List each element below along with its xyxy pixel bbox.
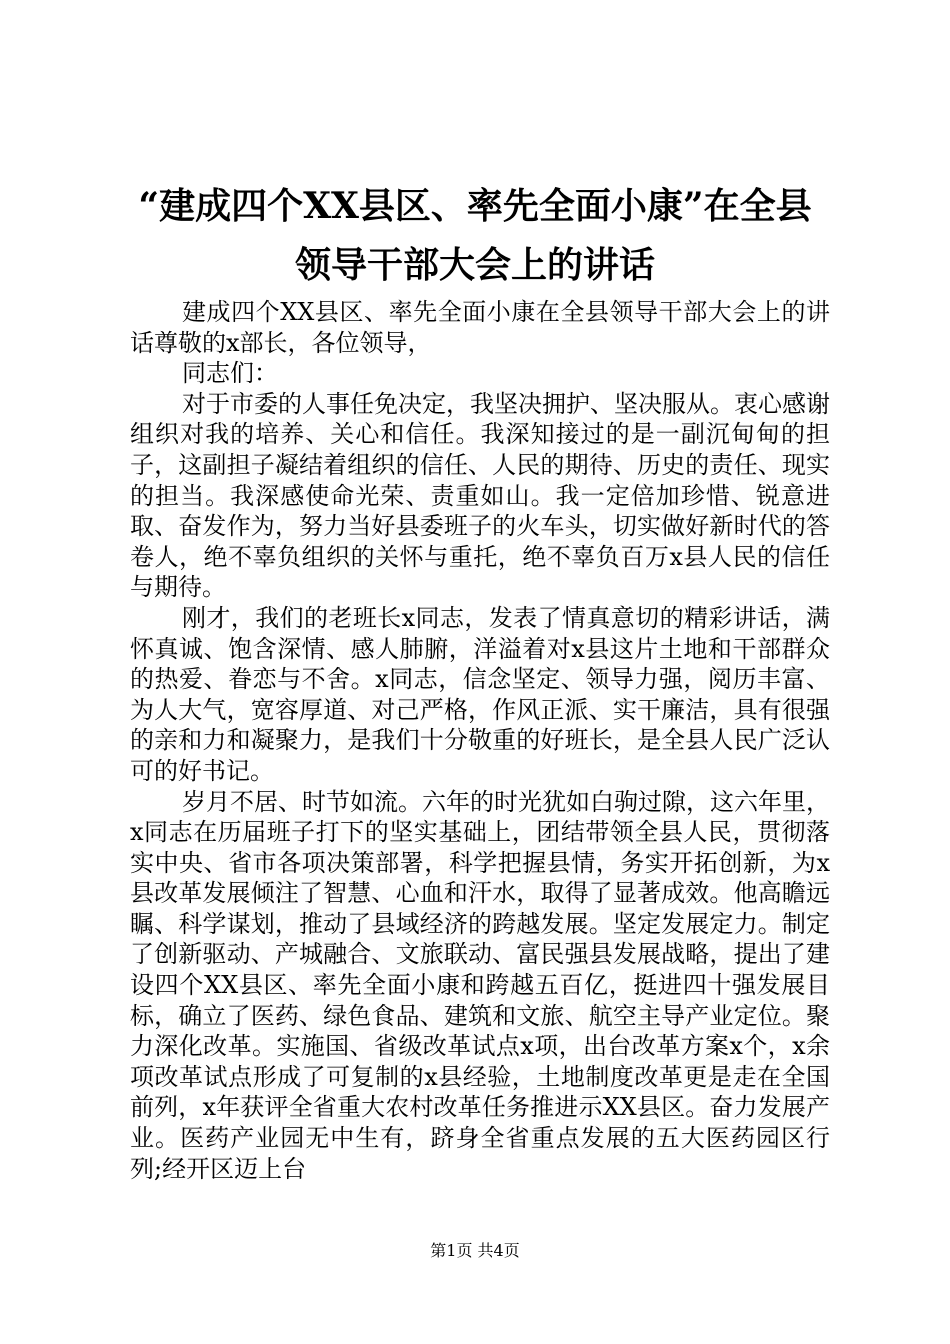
page-footer: 第1页 共4页 bbox=[430, 1241, 520, 1260]
document-title-line-1: “建成四个XX县区、率先全面小康”在全县 bbox=[138, 185, 812, 227]
paragraph-opening: 建成四个XX县区、率先全面小康在全县领导干部大会上的讲话尊敬的x部长，各位领导， bbox=[130, 298, 830, 357]
document-title-line-2: 领导干部大会上的讲话 bbox=[294, 244, 655, 286]
paragraph-tribute: 刚才，我们的老班长x同志，发表了情真意切的精彩讲话，满怀真诚、饱含深情、感人肺腑，洋溢着对x县这片土地和干部群众的热爱、眷恋与不舍。x同志，信念坚定、领导力强，阅历丰富、为人大气，宽容厚道、对己严格，作风正派、实干廉洁，具有很强的亲和力和凝聚力，是我们十分敬重的好班长，是全县人民广泛认可的好书记。 bbox=[130, 603, 830, 785]
document-body bbox=[130, 297, 830, 1184]
paragraph-commitment: 对于市委的人事任免决定，我坚决拥护、坚决服从。衷心感谢组织对我的培养、关心和信任。我深知接过的是一副沉甸甸的担子，这副担子凝结着组织的信任、人民的期待、历史的责任、现实的担当。我深感使命光荣、责重如山。我一定倍加珍惜、锐意进取、奋发作为，努力当好县委班子的火车头，切实做好新时代的答卷人，绝不辜负组织的关怀与重托，绝不辜负百万x县人民的信任与期待。 bbox=[130, 389, 830, 602]
paragraph-salutation: 同志们： bbox=[182, 359, 278, 388]
paragraph-achievements: 岁月不居、时节如流。六年的时光犹如白驹过隙，这六年里，x同志在历届班子打下的坚实基础上，团结带领全县人民，贯彻落实中央、省市各项决策部署，科学把握县情，务实开拓创新，为x县改革发展倾注了智慧、心血和汗水，取得了显著成效。他高瞻远瞩、科学谋划，推动了县域经济的跨越发展。坚定发展定力。制定了创新驱动、产城融合、文旅联动、富民强县发展战略，提出了建设四个XX县区、率先全面小康和跨越五百亿，挺进四十强发展目标，确立了医药、绿色食品、建筑和文旅、航空主导产业定位。聚力深化改革。实施国、省级改革试点x项，出台改革方案x个，x余项改革试点形成了可复制的x县经验，土地制度改革更是走在全国前列，x年获评全省重大农村改革任务推进示XX县区。奋力发展产业。医药产业园无中生有，跻身全省重点发展的五大医药园区行列;经开区迈上台 bbox=[130, 787, 830, 1183]
